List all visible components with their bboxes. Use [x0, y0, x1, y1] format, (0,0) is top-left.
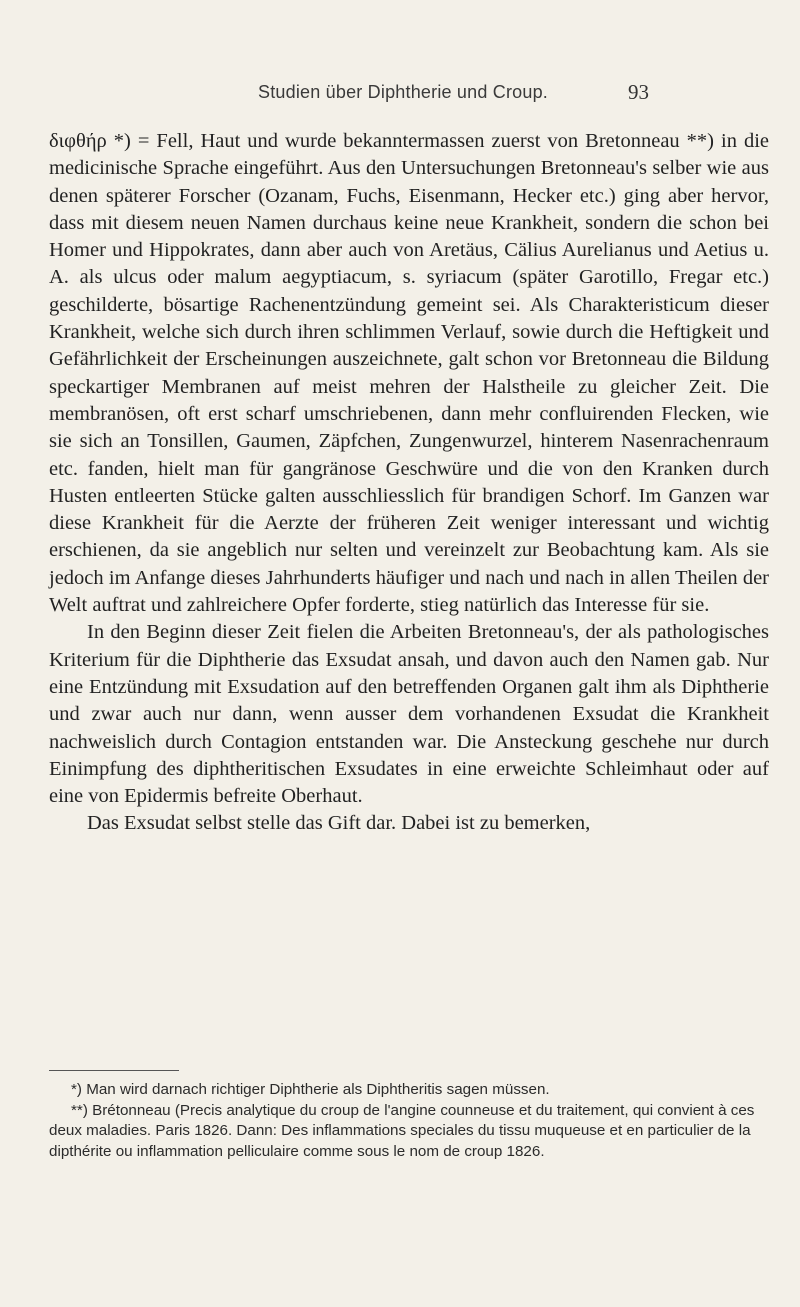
main-text [49, 128, 769, 838]
paragraph-2: In den Beginn dieser Zeit fielen die Arbeiten Bretonneau's, der als pathologisches Kriterium für die Diphtherie das Exsudat ansah, und davon auch den Namen gab. Nur eine Entzündung mit Exsudation auf den betreffenden Organen galt ihm als Diphtherie und zwar auch nur dann, wenn ausser dem vorhandenen Exsudat die Krankheit nachweislich durch Contagion entstanden war. Die Ansteckung geschehe nur durch Einimpfung des diphtheritischen Exsudates in eine erweichte Schleimhaut oder auf eine von Epidermis befreite Oberhaut. [49, 621, 769, 808]
footnotes [49, 1080, 769, 1163]
paragraph-3: Das Exsudat selbst stelle das Gift dar. Dabei ist zu bemerken, [87, 812, 591, 835]
running-title: Studien über Diphtherie und Croup. [258, 82, 548, 102]
footnote-1: *) Man wird darnach richtiger Diphtherie als Diphtheritis sagen müssen. [71, 1081, 550, 1098]
page-number: 93 [628, 80, 649, 104]
footnote-2: **) Brétonneau (Precis analytique du croup de l'angine counneuse et du traitement, qui convient à ces deux maladies. Paris 1826. Dann: Des inflammations speciales du tissu muqueuse et en particulier de la dipthérite ou inflammation pelliculaire comme sous le nom de croup 1826. [49, 1101, 755, 1161]
paragraph-1: διφθήρ *) = Fell, Haut und wurde bekanntermassen zuerst von Bretonneau **) in die medicinische Sprache eingeführt. Aus den Untersuchungen Bretonneau's selber wie aus denen späterer Forscher (Ozanam, Fuchs, Eisenmann, Hecker etc.) ging aber hervor, dass mit diesem neuen Namen durchaus keine neue Krankheit, sondern die schon bei Homer und Hippokrates, dann aber auch von Aretäus, Cälius Aurelianus und Aetius u. A. als ulcus oder malum aegyptiacum, s. syriacum (später Garotillo, Fregar etc.) geschilderte, bösartige Rachenentzündung gemeint sei. Als Charakteristicum dieser Krankheit, welche sich durch ihren schlimmen Verlauf, sowie durch die Heftigkeit und Gefährlichkeit der Erscheinungen auszeichnete, galt schon vor Bretonneau die Bildung speckartiger Membranen auf meist mehren der Halstheile zu gleicher Zeit. Die membranösen, oft erst scharf umschriebenen, dann mehr confluirenden Flecken, wie sie sich an Tonsillen, Gaumen, Zäpfchen, Zungenwurzel, hinterem Nasenrachenraum etc. fanden, hielt man für gangränose Geschwüre und die von den Kranken durch Husten entleerten Stücke galten ausschliesslich für brandigen Schorf. Im Ganzen war diese Krankheit für die Aerzte der früheren Zeit weniger interessant und wichtig erschienen, da sie angeblich nur selten und vereinzelt zur Beobachtung kam. Als sie jedoch im Anfange dieses Jahrhunderts häufiger und nach und nach in allen Theilen der Welt auftrat und zahlreichere Opfer forderte, stieg natürlich das Interesse für sie. [49, 130, 769, 617]
footnote-divider [49, 1070, 179, 1071]
